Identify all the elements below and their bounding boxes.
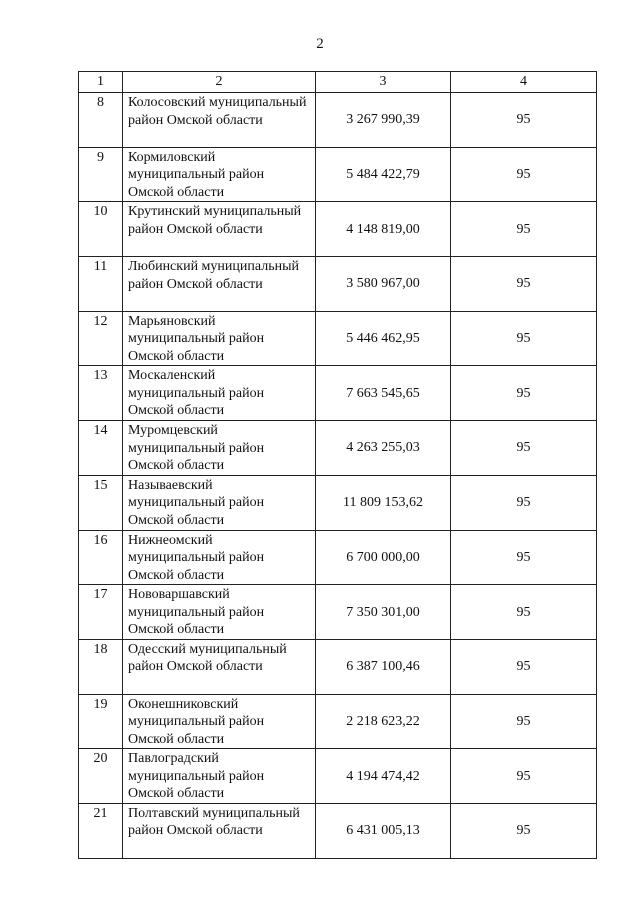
amount-value: 7 350 301,00 xyxy=(316,585,451,640)
percent-value: 95 xyxy=(451,366,597,421)
page-number: 2 xyxy=(316,36,324,52)
district-name: Нижнеомский муниципальный район Омской области xyxy=(123,530,316,585)
table-row xyxy=(79,530,597,585)
row-number: 8 xyxy=(79,93,123,148)
district-name: Оконешниковский муниципальный район Омской области xyxy=(123,694,316,749)
table-row xyxy=(79,421,597,476)
amount-value: 7 663 545,65 xyxy=(316,366,451,421)
district-name: Называевский муниципальный район Омской области xyxy=(123,475,316,530)
district-name: Кормиловский муниципальный район Омской области xyxy=(123,147,316,202)
table-row xyxy=(79,366,597,421)
percent-value: 95 xyxy=(451,257,597,312)
header-col-1: 1 xyxy=(79,72,123,93)
amount-value: 6 700 000,00 xyxy=(316,530,451,585)
row-number: 19 xyxy=(79,694,123,749)
percent-value: 95 xyxy=(451,475,597,530)
header-col-3: 3 xyxy=(316,72,451,93)
row-number: 13 xyxy=(79,366,123,421)
row-number: 18 xyxy=(79,639,123,694)
header-col-4: 4 xyxy=(451,72,597,93)
table-row xyxy=(79,694,597,749)
district-name: Муромцевский муниципальный район Омской области xyxy=(123,421,316,476)
amount-value: 11 809 153,62 xyxy=(316,475,451,530)
district-name: Москаленский муниципальный район Омской области xyxy=(123,366,316,421)
district-name: Марьяновский муниципальный район Омской области xyxy=(123,311,316,366)
amount-value: 4 148 819,00 xyxy=(316,202,451,257)
table-row xyxy=(79,749,597,804)
row-number: 16 xyxy=(79,530,123,585)
percent-value: 95 xyxy=(451,749,597,804)
percent-value: 95 xyxy=(451,530,597,585)
district-name: Нововаршавский муниципальный район Омской области xyxy=(123,585,316,640)
percent-value: 95 xyxy=(451,421,597,476)
row-number: 11 xyxy=(79,257,123,312)
table-row xyxy=(79,202,597,257)
table-header xyxy=(79,72,597,93)
amount-value: 2 218 623,22 xyxy=(316,694,451,749)
table-row xyxy=(79,311,597,366)
table-row xyxy=(79,257,597,312)
amount-value: 4 263 255,03 xyxy=(316,421,451,476)
header-row xyxy=(79,72,597,93)
district-name: Павлоградский муниципальный район Омской области xyxy=(123,749,316,804)
percent-value: 95 xyxy=(451,639,597,694)
percent-value: 95 xyxy=(451,694,597,749)
district-name: Полтавский муниципальный район Омской области xyxy=(123,803,316,858)
table-row xyxy=(79,585,597,640)
amount-value: 6 387 100,46 xyxy=(316,639,451,694)
table-row xyxy=(79,803,597,858)
allocation-table xyxy=(78,71,597,859)
row-number: 21 xyxy=(79,803,123,858)
row-number: 17 xyxy=(79,585,123,640)
row-number: 20 xyxy=(79,749,123,804)
percent-value: 95 xyxy=(451,311,597,366)
table-row xyxy=(79,93,597,148)
header-col-2: 2 xyxy=(123,72,316,93)
table-row xyxy=(79,147,597,202)
table-body xyxy=(79,93,597,859)
district-name: Любинский муниципальный район Омской области xyxy=(123,257,316,312)
amount-value: 5 484 422,79 xyxy=(316,147,451,202)
amount-value: 3 580 967,00 xyxy=(316,257,451,312)
amount-value: 3 267 990,39 xyxy=(316,93,451,148)
percent-value: 95 xyxy=(451,147,597,202)
row-number: 9 xyxy=(79,147,123,202)
table-row xyxy=(79,475,597,530)
row-number: 14 xyxy=(79,421,123,476)
percent-value: 95 xyxy=(451,803,597,858)
row-number: 10 xyxy=(79,202,123,257)
row-number: 12 xyxy=(79,311,123,366)
district-name: Одесский муниципальный район Омской области xyxy=(123,639,316,694)
amount-value: 4 194 474,42 xyxy=(316,749,451,804)
percent-value: 95 xyxy=(451,93,597,148)
percent-value: 95 xyxy=(451,585,597,640)
table-row xyxy=(79,639,597,694)
percent-value: 95 xyxy=(451,202,597,257)
amount-value: 5 446 462,95 xyxy=(316,311,451,366)
district-name: Крутинский муниципальный район Омской области xyxy=(123,202,316,257)
row-number: 15 xyxy=(79,475,123,530)
amount-value: 6 431 005,13 xyxy=(316,803,451,858)
district-name: Колосовский муниципальный район Омской области xyxy=(123,93,316,148)
